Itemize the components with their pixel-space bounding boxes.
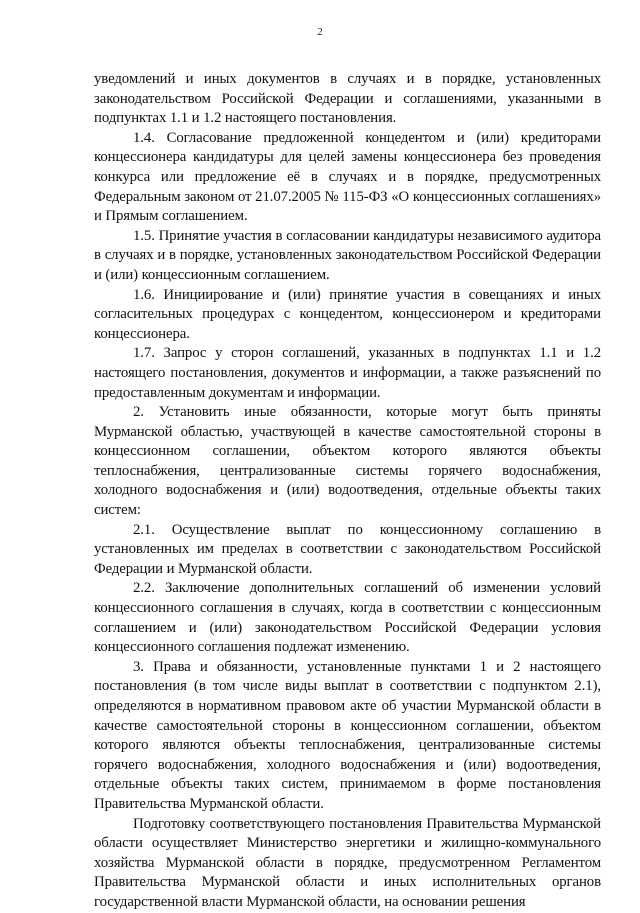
page-number: 2	[317, 26, 323, 38]
paragraph-1-4: 1.4. Согласование предложенной концедентом и (или) кредиторами концессионера кандидатуры для целей замены концессионера без проведения конкурса или предложение её в случаях и в порядке, предусмотренных Федеральным законом от 21.07.2005 № 115-ФЗ «О концессионных соглашениях» и Прямым соглашением.	[94, 129, 601, 225]
paragraph-3: 3. Права и обязанности, установленные пунктами 1 и 2 настоящего постановления (в том числе виды выплат в соответствии с подпунктом 2.1), определяются в нормативном правовом акте об участии Мурманской области в качестве самостоятельной стороны в концессионном соглашении, объектом которого являются объекты теплоснабжения, централизованные системы горячего водоснабжения, холодного водоснабжения и (или) водоотведения, отдельные объекты таких систем, принимаемом в форме постановления Правительства Мурманской области.	[94, 658, 601, 812]
paragraph-2-2: 2.2. Заключение дополнительных соглашений об изменении условий концессионного соглашения в случаях, когда в соответствии с концессионным соглашением и (или) законодательством Российской Федерации условия концессионного соглашения подлежат изменению.	[94, 580, 601, 656]
paragraph-2-1: 2.1. Осуществление выплат по концессионному соглашению в установленных им пределах в соответствии с законодательством Российской Федерации и Мурманской области.	[94, 521, 601, 577]
paragraph-1-7: 1.7. Запрос у сторон соглашений, указанных в подпунктах 1.1 и 1.2 настоящего постановления, документов и информации, а также разъяснений по предоставленным документам и информации.	[94, 345, 601, 401]
document-body	[94, 70, 601, 913]
paragraph-1-6: 1.6. Инициирование и (или) принятие участия в совещаниях и иных согласительных процедурах с концедентом, концессионером и кредиторами концессионера.	[94, 286, 601, 342]
paragraph-continuation: уведомлений и иных документов в случаях и в порядке, установленных законодательством Российской Федерации и соглашениями, указанными в подпунктах 1.1 и 1.2 настоящего постановления.	[94, 71, 601, 127]
paragraph-3-preparation: Подготовку соответствующего постановления Правительства Мурманской области осуществляет Министерство энергетики и жилищно-коммунального хозяйства Мурманской области в порядке, предусмотренном Регламентом Правительства Мурманской области и иных исполнительных органов государственной власти Мурманской области, на основании решения	[94, 815, 601, 910]
paragraph-2: 2. Установить иные обязанности, которые могут быть приняты Мурманской областью, участвующей в качестве самостоятельной стороны в концессионном соглашении, объектом которого являются объекты теплоснабжения, централизованные системы горячего водоснабжения, холодного водоснабжения и (или) водоотведения, отдельные объекты таких систем:	[94, 404, 601, 519]
paragraph-1-5: 1.5. Принятие участия в согласовании кандидатуры независимого аудитора в случаях и в порядке, установленных законодательством Российской Федерации и (или) концессионным соглашением.	[94, 227, 601, 283]
